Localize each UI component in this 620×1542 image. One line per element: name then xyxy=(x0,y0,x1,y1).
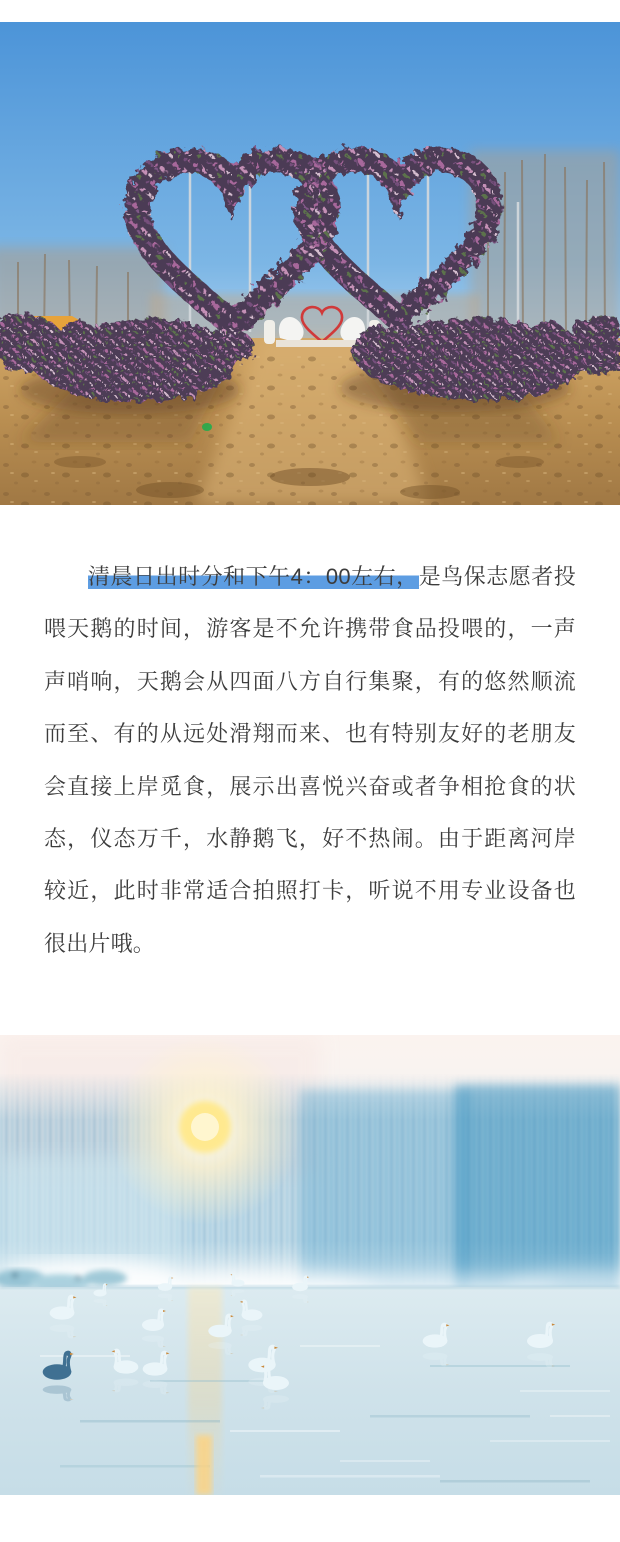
article-page xyxy=(0,22,620,1542)
paragraph-text: 是鸟保志愿者投喂天鹅的时间，游客是不允许携带食品投喂的，一声声哨响，天鹅会从四面八方自行集聚，有的悠然顺流而至、有的从远处滑翔而来、也有特别友好的老朋友会直接上岸觅食，展示出喜悦兴奋或者争相抢食的状态，仪态万千，水静鹅飞，好不热闹。由于距离河岸较近，此时非常适合拍照打卡，听说不用专业设备也很出片哦。 xyxy=(44,564,576,956)
misty-tree-band xyxy=(0,1073,620,1290)
swan-heart-topiary-photo[interactable] xyxy=(0,22,620,505)
highlighted-text: 清晨日出时分和下午4：00左右， xyxy=(88,564,419,589)
green-litter-bin xyxy=(202,423,212,431)
swan-heart-topiary-illustration xyxy=(0,22,620,505)
lake-water xyxy=(0,1285,620,1495)
swan-lake-illustration xyxy=(0,1035,620,1495)
misty-sunrise-swan-lake-photo[interactable] xyxy=(0,1035,620,1495)
article-paragraph xyxy=(44,551,576,970)
article-body xyxy=(0,22,620,1542)
bright-sun-streak xyxy=(196,1435,212,1495)
rising-sun xyxy=(110,1035,300,1225)
